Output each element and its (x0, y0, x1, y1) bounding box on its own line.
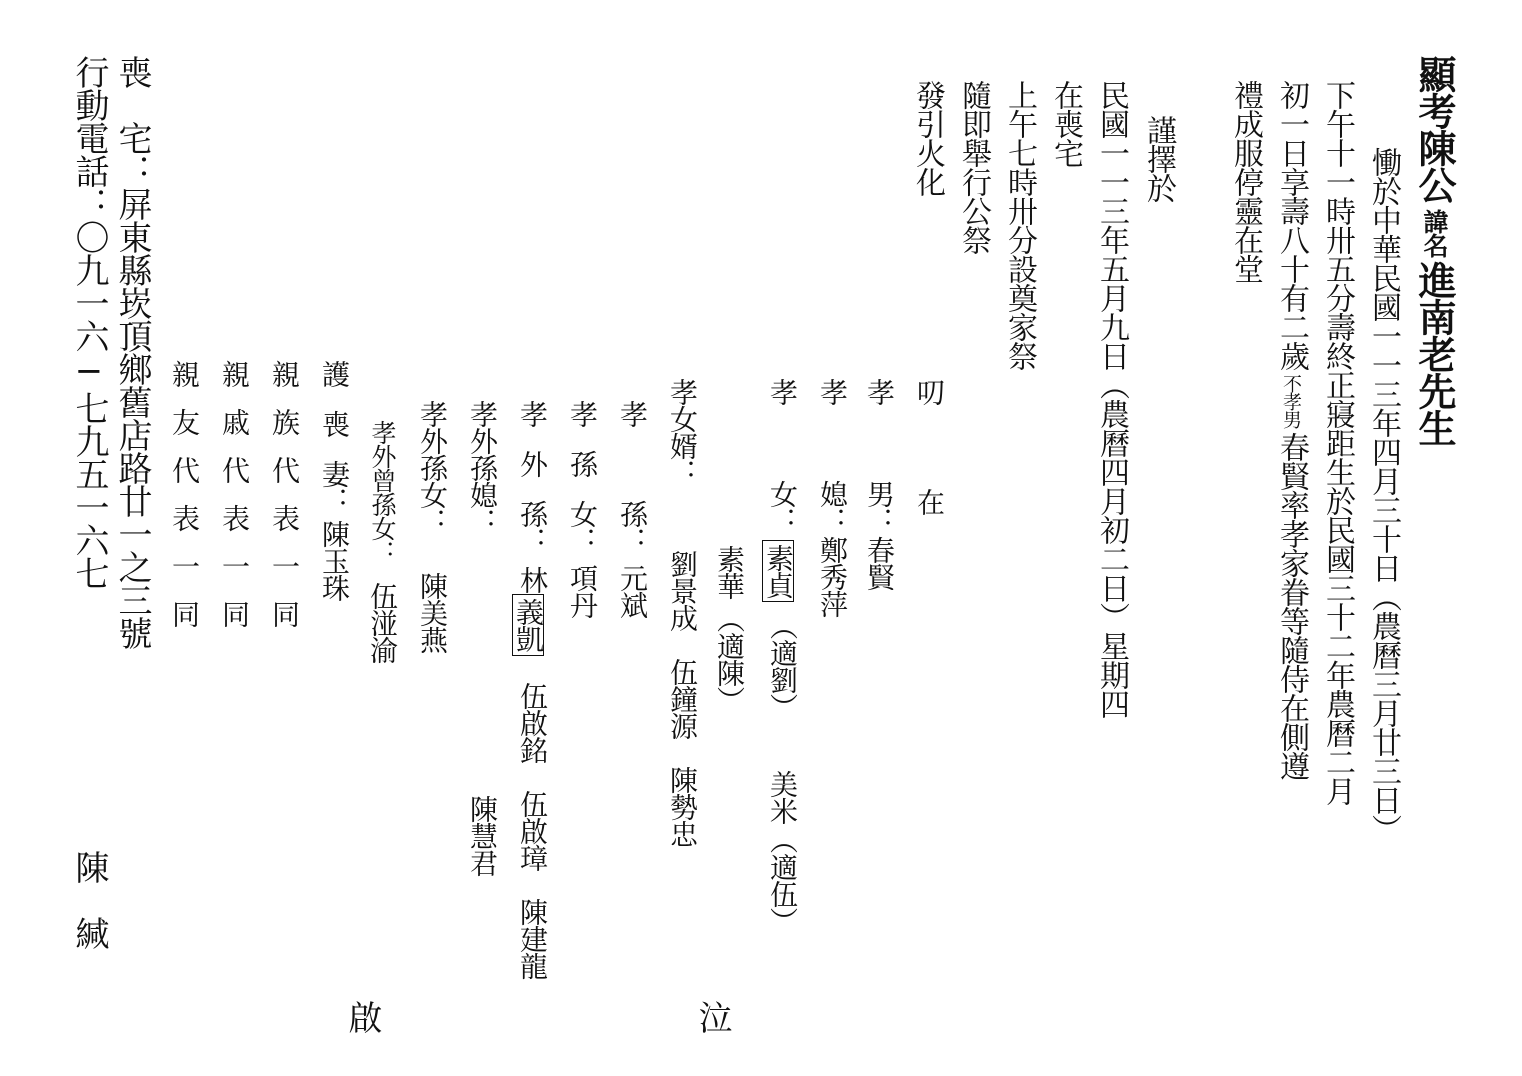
ext-grandson-wife-names: 陳慧君 (466, 795, 499, 876)
ext-grandson-wife-label: 孝外孫媳： (466, 400, 499, 535)
widow-label: 護 (318, 360, 351, 387)
daughter-note-3: ︵適陳︶ (713, 605, 746, 713)
widow-role-2: 妻： (318, 460, 351, 514)
title-column (1412, 55, 1457, 446)
signatory: 陳 緘 (69, 850, 109, 949)
ext-granddaughter-label: 孝外孫女： (416, 400, 449, 535)
ext-grandsons-names-2: 伍啟銘 伍啟璋 陳建龍 (516, 682, 549, 979)
daughter-note-1: ︵適劉︶ (766, 612, 799, 720)
daughters-role: 女： (766, 480, 799, 534)
phone-label: 行動電話： (69, 55, 109, 220)
announcement-line-3a: 初一日享壽八十有二歲 (1274, 80, 1309, 370)
phone-number: 〇九一六─七九五一六七 (69, 220, 109, 589)
ext-great-granddaughter-label: 孝外曾孫女： (368, 420, 397, 564)
ext-grandson-name-1a: 林 (516, 566, 549, 593)
ext-grandsons-role-2: 孫： (516, 500, 549, 554)
grandson-role: 孫： (616, 500, 649, 554)
phone-line (69, 55, 109, 589)
footer-announce: 啟 (342, 1000, 382, 1033)
ceremony-line-2: 民國一一三年五月九日︵農曆四月初二日︶星期四 (1094, 80, 1129, 718)
granddaughter-role: 孫 (566, 450, 599, 477)
grandson-names: 元斌 (616, 564, 649, 618)
header-char-a: 叨 (913, 378, 946, 405)
ceremony-line-4: 上午七時卅分設奠家祭 (1002, 80, 1037, 370)
ceremony-line-6: 發引火化 (910, 80, 945, 196)
announcement-line-2: 下午十一時卅五分壽終正寢距生於民國三十二年農曆二月 (1320, 80, 1355, 805)
daughter-note-2: ︵適伍︶ (766, 826, 799, 934)
footer-weep: 泣 (692, 1000, 732, 1033)
son-label: 孝 (863, 378, 896, 405)
announcement-line-1: 慟於中華民國一一三年四月三十日︵農曆三月廿三日︶ (1366, 147, 1401, 843)
title-name: 進南老先生 (1412, 261, 1457, 446)
daughter-in-law-names: 鄭秀萍 (816, 536, 849, 617)
title-honorific: 諱名 (1420, 209, 1449, 257)
ext-granddaughter-names: 陳美燕 (416, 572, 449, 653)
ext-grandsons-label: 孝 (516, 400, 549, 427)
ceremony-line-5: 隨即舉行公祭 (956, 80, 991, 254)
daughter-name-2: 美米 (766, 770, 799, 824)
widow-names: 陳玉珠 (318, 520, 351, 601)
ext-grandson-name-1b: 義凱 (512, 594, 544, 656)
ceremony-line-3: 在喪宅 (1048, 80, 1083, 167)
ext-great-granddaughter-names: 伍湴渝 (366, 582, 399, 663)
friends-representatives: 親友代表一同 (168, 360, 201, 648)
sons-in-law-names: 劉景成 伍鐘源 陳勢忠 (666, 550, 699, 847)
announcement-line-4: 禮成服停靈在堂 (1228, 80, 1263, 283)
son-role: 男： (863, 480, 896, 534)
clan-representatives: 親族代表一同 (268, 360, 301, 648)
funeral-address: 喪 宅：屏東縣崁頂鄉舊店路廿一之三號 (112, 55, 152, 649)
daughter-in-law-role: 媳： (816, 480, 849, 534)
son-names: 春賢 (863, 536, 896, 590)
announcement-line-3 (1274, 80, 1309, 780)
announcement-line-3-small: 不孝男 (1280, 374, 1302, 428)
announcement-line-3b: 春賢率孝家眷等隨侍在側遵 (1274, 432, 1309, 780)
daughter-name-1: 素貞 (762, 540, 794, 602)
sons-in-law-label: 孝女婿： (666, 378, 699, 486)
ceremony-line-1: 謹擇於 (1141, 115, 1176, 202)
daughter-in-law-label: 孝 (816, 378, 849, 405)
widow-role: 喪 (318, 410, 351, 437)
grandson-label: 孝 (616, 400, 649, 427)
header-char-b: 在 (913, 488, 946, 515)
ext-grandsons-role: 外 (516, 450, 549, 477)
relatives-representatives: 親戚代表一同 (218, 360, 251, 648)
daughter-name-3: 素華 (713, 545, 746, 599)
granddaughter-role-2: 女： (566, 500, 599, 554)
granddaughter-label: 孝 (566, 400, 599, 427)
daughters-label: 孝 (766, 378, 799, 405)
title-main: 顯考陳公 (1412, 55, 1457, 203)
granddaughter-names: 項丹 (566, 564, 599, 618)
